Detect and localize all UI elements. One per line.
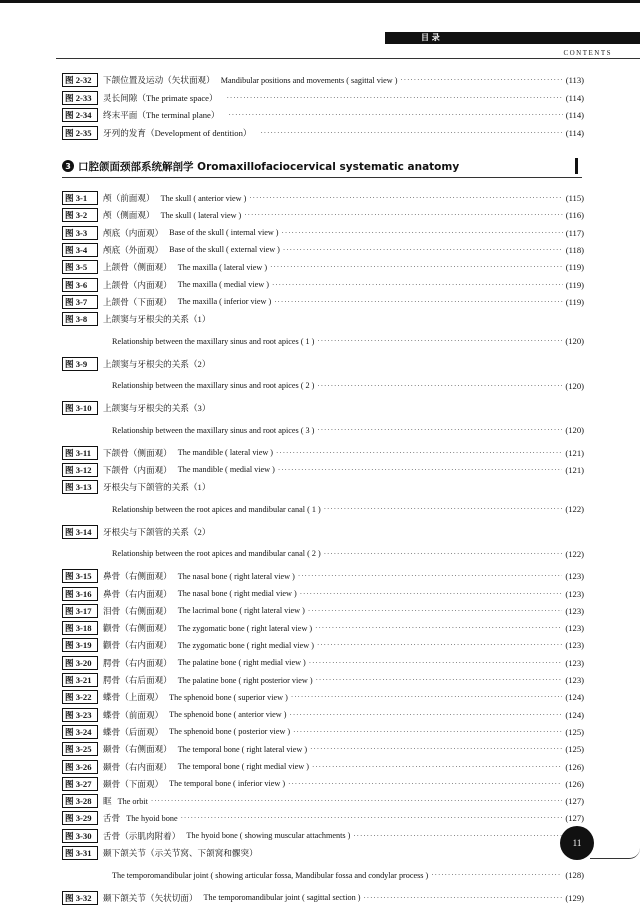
page-ref: (124) — [565, 709, 584, 720]
toc-entry-subline[interactable] — [112, 546, 584, 562]
toc-entry[interactable] — [62, 479, 584, 495]
header-divider — [56, 58, 640, 59]
toc-entry-subline[interactable] — [112, 422, 584, 438]
section-divider — [62, 177, 582, 178]
page-ref: (125) — [565, 726, 584, 737]
leader-dots — [270, 263, 563, 271]
entry-title-zh: 上颌窦与牙根尖的关系（2） — [103, 358, 211, 369]
entry-title-zh: 舌骨 — [103, 813, 121, 824]
entry-title-en: Relationship between the root apices and mandibular canal ( 1 ) — [112, 504, 321, 514]
leader-dots — [276, 449, 562, 457]
toc-entry[interactable] — [62, 689, 584, 705]
figure-number: 图 3-4 — [62, 243, 98, 257]
page-ref: (126) — [565, 778, 584, 789]
leader-dots — [310, 745, 562, 753]
leader-dots — [312, 763, 562, 771]
figure-number: 图 3-13 — [62, 480, 98, 494]
page-ref: (127) — [565, 813, 584, 824]
leader-dots — [431, 871, 562, 879]
entry-title-en: The mandible ( lateral view ) — [177, 448, 274, 458]
leader-dots — [316, 676, 563, 684]
entry-title-en: The lacrimal bone ( right lateral view ) — [177, 606, 305, 616]
entry-title-en: The hyoid bone — [126, 813, 178, 823]
entry-title-zh: 牙列的发育（Development of dentition） — [103, 127, 252, 138]
entry-title-zh: 眶 — [103, 796, 112, 807]
leader-dots — [298, 572, 563, 580]
figure-number: 图 3-16 — [62, 587, 98, 601]
page-ref: (116) — [565, 210, 584, 221]
toc-entry[interactable] — [62, 445, 584, 461]
leader-dots — [308, 607, 563, 615]
section-bar — [575, 158, 578, 174]
figure-number: 图 3-27 — [62, 777, 98, 791]
page-ref: (125) — [565, 744, 584, 755]
entry-title-en: The temporal bone ( right lateral view ) — [177, 744, 308, 754]
toc-entry[interactable] — [62, 586, 584, 602]
entry-title-zh: 颞下颌关节（示关节窝、下颌窝和髁突） — [103, 848, 258, 858]
page-ref: (121) — [565, 464, 584, 475]
page-ref: (126) — [565, 761, 584, 772]
entry-title-en: The skull ( anterior view ) — [160, 193, 247, 203]
page-ref: (123) — [565, 675, 584, 685]
toc-entry[interactable] — [62, 462, 584, 478]
page-ref: (123) — [565, 605, 584, 616]
entry-title-en: Relationship between the root apices and mandibular canal ( 2 ) — [112, 549, 321, 559]
toc-entry[interactable] — [62, 72, 584, 88]
figure-number: 图 3-29 — [62, 811, 98, 825]
header-subtitle: CONTENTS — [563, 49, 612, 57]
entry-title-zh: 上颌骨（侧面观） — [103, 262, 172, 273]
toc-entry[interactable] — [62, 90, 584, 106]
leader-dots — [300, 590, 563, 598]
leader-dots — [309, 659, 563, 667]
entry-title-en: Relationship between the maxillary sinus and root apices ( 3 ) — [112, 425, 315, 435]
figure-number: 图 2-34 — [62, 108, 98, 122]
figure-number: 图 3-8 — [62, 312, 98, 326]
page-ref: (120) — [565, 380, 584, 391]
toc-entry[interactable] — [62, 845, 584, 861]
figure-number: 图 3-31 — [62, 846, 98, 860]
page-ref: (123) — [565, 657, 584, 668]
figure-number: 图 3-15 — [62, 569, 98, 583]
toc-entry[interactable] — [62, 672, 584, 688]
leader-dots — [227, 94, 563, 102]
leader-dots — [274, 298, 563, 306]
leader-dots — [353, 832, 562, 840]
header-title: 目 录 — [421, 33, 440, 42]
leader-dots — [315, 624, 562, 632]
entry-title-en: Relationship between the maxillary sinus and root apices ( 2 ) — [112, 381, 315, 391]
page-ref: (121) — [565, 447, 584, 458]
figure-number: 图 3-30 — [62, 829, 98, 843]
page-number-badge — [560, 826, 594, 860]
leader-dots — [151, 797, 563, 805]
leader-dots — [324, 505, 563, 513]
leader-dots — [400, 76, 562, 84]
entry-title-en: Base of the skull ( internal view ) — [169, 228, 279, 238]
figure-number: 图 3-3 — [62, 226, 98, 240]
figure-number: 图 3-7 — [62, 295, 98, 309]
entry-title-zh: 上颌窦与牙根尖的关系（1） — [103, 314, 211, 325]
leader-dots — [244, 211, 562, 219]
toc-entry-subline[interactable] — [112, 333, 584, 349]
leader-dots — [260, 129, 562, 137]
figure-number: 图 3-22 — [62, 690, 98, 704]
entry-title-zh: 牙根尖与下颌管的关系（2） — [103, 526, 211, 537]
entry-title-zh: 牙根尖与下颌管的关系（1） — [103, 482, 211, 493]
entry-title-zh: 蝶骨（后面观） — [103, 726, 164, 737]
entry-title-en: The palatine bone ( right medial view ) — [177, 658, 306, 668]
figure-number: 图 3-17 — [62, 604, 98, 618]
figure-number: 图 3-32 — [62, 891, 98, 905]
entry-title-en: Mandibular positions and movements ( sagittal view ) — [220, 75, 398, 85]
figure-number: 图 3-25 — [62, 742, 98, 756]
section-heading — [62, 156, 582, 176]
entry-title-zh: 颞骨（右侧面观） — [103, 744, 172, 755]
entry-title-en: The mandible ( medial view ) — [177, 465, 275, 475]
toc-entry[interactable] — [62, 603, 584, 619]
figure-number: 图 3-12 — [62, 463, 98, 477]
figure-number: 图 3-5 — [62, 260, 98, 274]
toc-entry[interactable] — [62, 207, 584, 223]
entry-title-en: The palatine bone ( right posterior view ) — [177, 675, 313, 685]
leader-dots — [283, 246, 563, 254]
page-ref: (119) — [565, 279, 584, 290]
page-ref: (123) — [565, 640, 584, 651]
figure-number: 图 3-19 — [62, 638, 98, 652]
header-rule — [0, 0, 640, 3]
entry-title-zh: 鼻骨（右内面观） — [103, 588, 172, 599]
figure-number: 图 3-11 — [62, 446, 98, 460]
toc-entry-subline[interactable] — [112, 501, 584, 517]
toc-entry[interactable] — [62, 277, 584, 293]
entry-title-zh: 颅底（外面观） — [103, 244, 164, 255]
entry-title-zh: 腭骨（右内面观） — [103, 657, 172, 668]
entry-title-zh: 颅（侧面观） — [103, 210, 155, 221]
page-ref: (114) — [565, 110, 584, 120]
figure-number: 图 2-35 — [62, 126, 98, 140]
figure-number: 图 3-9 — [62, 357, 98, 371]
leader-dots — [317, 382, 562, 390]
leader-dots — [181, 814, 563, 822]
figure-number: 图 3-1 — [62, 191, 98, 205]
entry-title-zh: 上颌骨（下面观） — [103, 296, 172, 307]
leader-dots — [317, 641, 562, 649]
figure-number: 图 2-32 — [62, 73, 98, 87]
entry-title-zh: 颧骨（右侧面观） — [103, 623, 172, 634]
entry-title-en: The hyoid bone ( showing muscular attachments ) — [186, 831, 351, 841]
toc-entry-subline[interactable] — [112, 378, 584, 394]
entry-title-en: The sphenoid bone ( superior view ) — [169, 692, 288, 702]
page-ref: (119) — [565, 262, 584, 273]
toc-entry[interactable] — [62, 637, 584, 653]
toc-entry[interactable] — [62, 741, 584, 757]
entry-title-en: Base of the skull ( external view ) — [169, 245, 280, 255]
entry-title-en: The temporal bone ( inferior view ) — [169, 779, 286, 789]
leader-dots — [249, 194, 562, 202]
entry-title-en: The nasal bone ( right medial view ) — [177, 589, 297, 598]
leader-dots — [278, 466, 563, 474]
toc-entry[interactable] — [62, 107, 584, 123]
figure-number: 图 3-6 — [62, 278, 98, 292]
entry-title-zh: 终末平面（The terminal plane） — [103, 110, 220, 120]
figure-number: 图 3-2 — [62, 208, 98, 222]
entry-title-zh: 上颌骨（内面观） — [103, 279, 172, 290]
entry-title-zh: 蝶骨（前面观） — [103, 709, 164, 720]
figure-number: 图 3-24 — [62, 725, 98, 739]
page-ref: (123) — [565, 588, 584, 599]
page-ref: (124) — [565, 692, 584, 703]
entry-title-en: The temporal bone ( right medial view ) — [177, 762, 309, 771]
page-ref: (120) — [565, 425, 584, 436]
entry-title-zh: 泪骨（右侧面观） — [103, 605, 172, 616]
entry-title-zh: 下颌骨（内面观） — [103, 464, 172, 475]
section-title: 口腔颌面颈部系统解剖学 Oromaxillofaciocervical systematic anatomy — [78, 160, 460, 173]
leader-dots — [363, 894, 562, 902]
entry-title-en: The skull ( lateral view ) — [160, 210, 242, 220]
entry-title-zh: 颞骨（右内面观） — [103, 761, 172, 772]
figure-number: 图 3-23 — [62, 708, 98, 722]
page-ref: (122) — [565, 504, 584, 515]
toc-entry[interactable] — [62, 793, 584, 809]
entry-title-zh: 颧骨（右内面观） — [103, 640, 172, 651]
leader-dots — [290, 711, 563, 719]
entry-title-zh: 颞下颌关节（矢状切面） — [103, 892, 198, 903]
leader-dots — [293, 728, 562, 736]
figure-number: 图 3-21 — [62, 673, 98, 687]
header-title-tab — [385, 32, 640, 44]
entry-title-zh: 下颌骨（侧面观） — [103, 447, 172, 458]
page-ref: (119) — [565, 296, 584, 307]
entry-title-zh: 蝶骨（上面观） — [103, 692, 164, 703]
decorative-swoosh — [590, 848, 640, 859]
entry-title-zh: 颞骨（下面观） — [103, 778, 164, 789]
toc-entry[interactable] — [62, 707, 584, 723]
toc-entry[interactable] — [62, 828, 584, 844]
figure-number: 图 3-18 — [62, 621, 98, 635]
toc-entry[interactable] — [62, 759, 584, 775]
entry-title-en: The temporomandibular joint ( showing articular fossa, Mandibular fossa and condylar process ) — [112, 870, 429, 880]
entry-title-zh: 腭骨（右后面观） — [103, 675, 172, 685]
entry-title-zh: 舌骨（示肌肉附着） — [103, 830, 181, 841]
toc-entry[interactable] — [62, 724, 584, 740]
toc-entry[interactable] — [62, 810, 584, 826]
toc-entry[interactable] — [62, 356, 584, 372]
leader-dots — [288, 780, 562, 788]
entry-title-en: Relationship between the maxillary sinus and root apices ( 1 ) — [112, 336, 315, 346]
page-ref: (129) — [565, 892, 584, 903]
toc-entry[interactable] — [62, 655, 584, 671]
page-ref: (114) — [565, 127, 584, 138]
leader-dots — [228, 111, 562, 119]
figure-number: 图 3-20 — [62, 656, 98, 670]
toc-entry[interactable] — [62, 125, 584, 141]
entry-title-en: The maxilla ( medial view ) — [177, 280, 269, 289]
entry-title-zh: 鼻骨（右侧面观） — [103, 571, 172, 582]
entry-title-en: The sphenoid bone ( anterior view ) — [169, 710, 287, 720]
entry-title-zh: 灵长间隙（The primate space） — [103, 92, 218, 103]
page-ref: (123) — [565, 571, 584, 582]
leader-dots — [317, 426, 562, 434]
entry-title-en: The nasal bone ( right lateral view ) — [177, 571, 295, 581]
toc-entry[interactable] — [62, 190, 584, 206]
leader-dots — [282, 229, 563, 237]
entry-title-en: The sphenoid bone ( posterior view ) — [169, 727, 291, 737]
entry-title-zh: 颅底（内面观） — [103, 227, 164, 238]
entry-title-en: The maxilla ( lateral view ) — [177, 262, 268, 272]
toc-entry[interactable] — [62, 242, 584, 258]
page-header — [0, 0, 640, 30]
page-ref: (118) — [565, 244, 584, 255]
toc-entry[interactable] — [62, 776, 584, 792]
leader-dots — [324, 550, 563, 558]
toc-entry[interactable] — [62, 225, 584, 241]
page-number: 11 — [572, 838, 582, 848]
entry-title-en: The temporomandibular joint ( sagittal section ) — [203, 893, 361, 902]
figure-number: 图 2-33 — [62, 91, 98, 105]
figure-number: 图 3-14 — [62, 525, 98, 539]
toc-entry[interactable] — [62, 400, 584, 416]
page-ref: (127) — [565, 796, 584, 807]
page-ref: (120) — [565, 336, 584, 347]
toc-entry[interactable] — [62, 524, 584, 540]
figure-number: 图 3-28 — [62, 794, 98, 808]
page-ref: (117) — [565, 227, 584, 238]
entry-title-en: The zygomatic bone ( right medial view ) — [177, 640, 314, 650]
toc-entry[interactable] — [62, 568, 584, 584]
page-ref: (122) — [565, 548, 584, 559]
entry-title-en: The orbit — [117, 796, 148, 806]
figure-number: 图 3-26 — [62, 760, 98, 774]
entry-title-zh: 上颌窦与牙根尖的关系（3） — [103, 403, 211, 414]
entry-title-zh: 下颌位置及运动（矢状面观） — [103, 75, 215, 85]
toc-entry[interactable] — [62, 259, 584, 275]
toc-entry[interactable] — [62, 294, 584, 310]
entry-title-zh: 颅（前面观） — [103, 193, 155, 203]
figure-number: 图 3-10 — [62, 401, 98, 415]
toc-entry[interactable] — [62, 620, 584, 636]
page-ref: (123) — [565, 623, 584, 634]
leader-dots — [272, 281, 563, 289]
page-ref: (113) — [565, 75, 584, 85]
leader-dots — [317, 337, 562, 345]
toc-entry[interactable] — [62, 890, 584, 906]
toc-entry-subline[interactable] — [112, 867, 584, 883]
page-ref: (115) — [565, 193, 584, 203]
page-ref: (128) — [565, 870, 584, 880]
section-number-badge: 3 — [62, 160, 74, 172]
entry-title-en: The zygomatic bone ( right lateral view ) — [177, 623, 313, 633]
entry-title-en: The maxilla ( inferior view ) — [177, 297, 272, 307]
leader-dots — [291, 693, 563, 701]
toc-entry[interactable] — [62, 311, 584, 327]
page-ref: (114) — [565, 92, 584, 103]
